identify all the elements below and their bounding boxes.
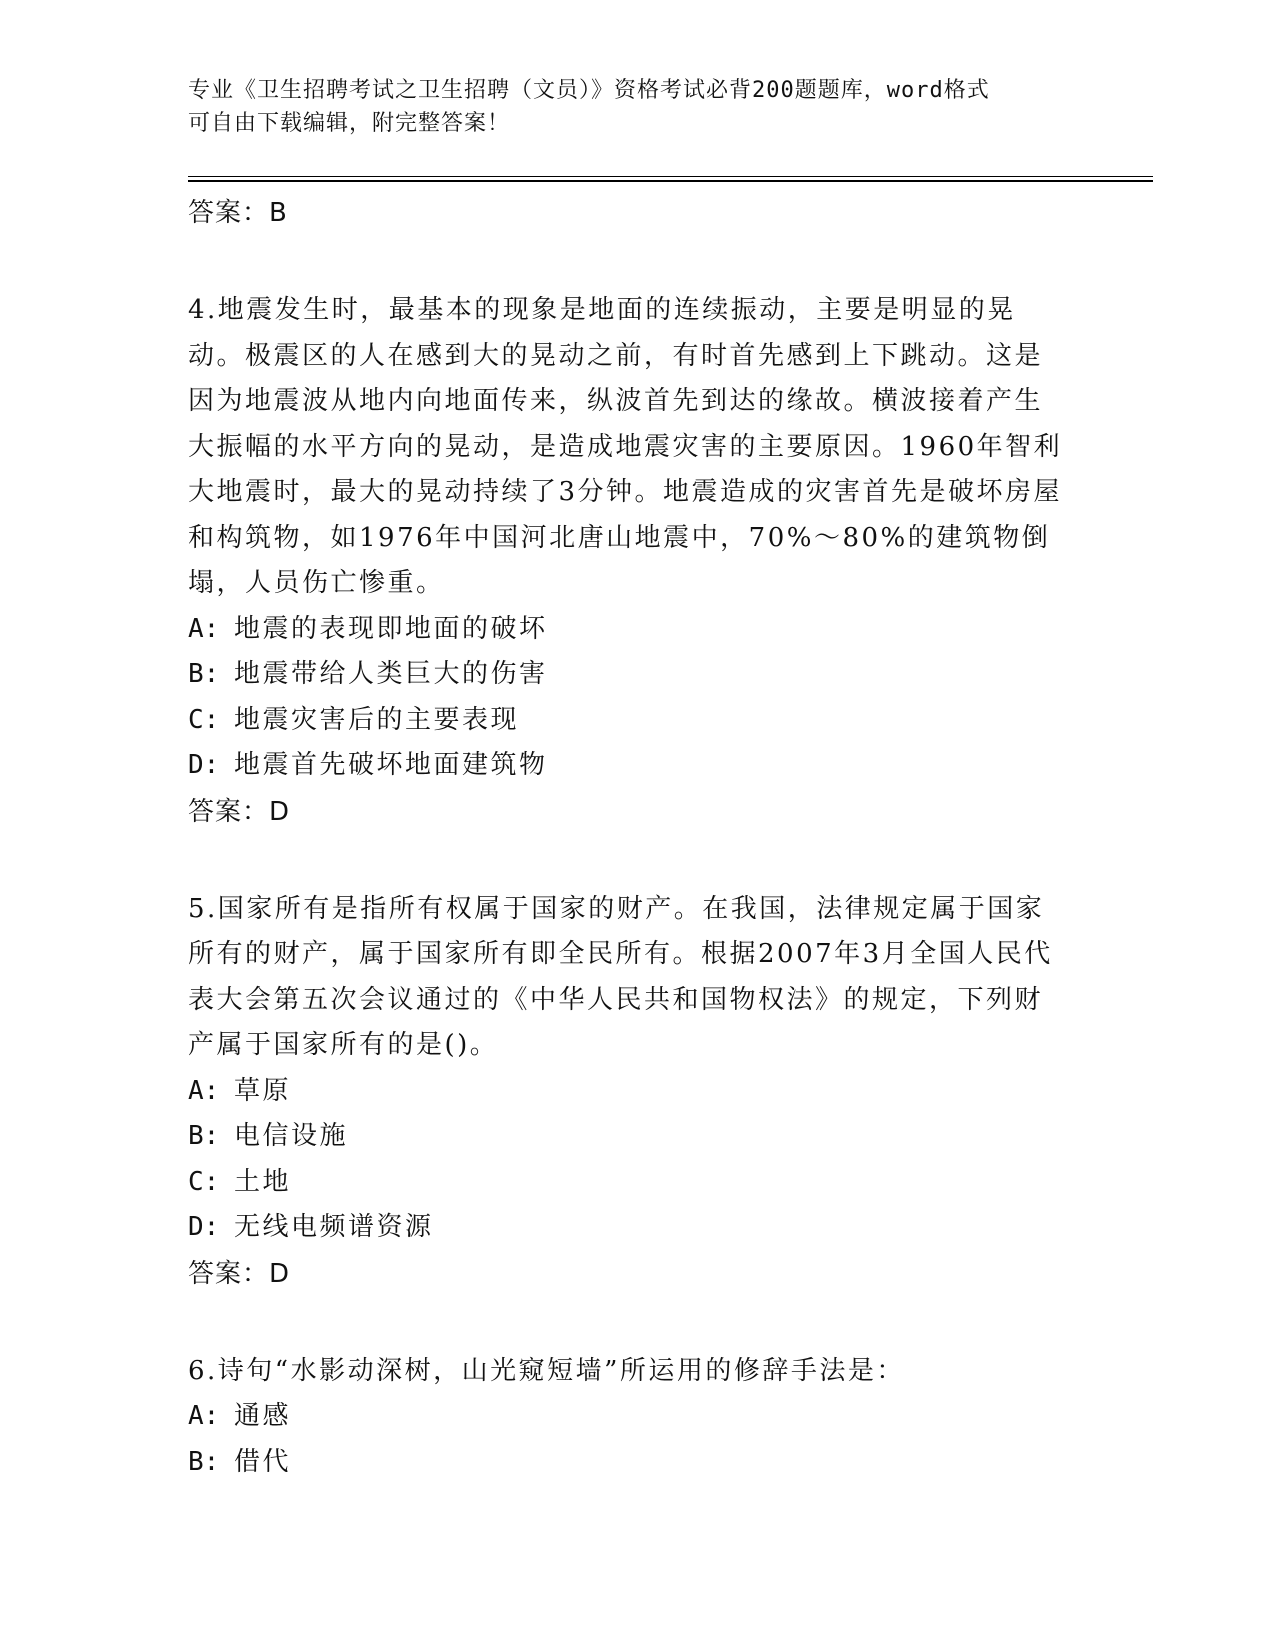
option-a [188, 1069, 1068, 1115]
option-text: 地震带给人类巨大的伤害 [234, 659, 548, 689]
question-text: 5.国家所有是指所有权属于国家的财产。在我国，法律规定属于国家所有的财产，属于国家所有即全民所有。根据2007年3月全国人民代表大会第五次会议通过的《中华人民共和国物权法》的规定，下列财产属于国家所有的是()。 [188, 893, 1053, 1060]
option-b [188, 1114, 1068, 1160]
option-text: 土地 [234, 1166, 292, 1197]
option-key: A: [188, 1075, 220, 1106]
option-c [188, 1160, 1068, 1206]
option-a [188, 1394, 1068, 1440]
header-line-1: 专业《卫生招聘考试之卫生招聘（文员）》资格考试必背200题题库，word格式 [188, 78, 990, 103]
option-text: 草原 [234, 1075, 292, 1106]
option-text: 地震灾害后的主要表现 [234, 704, 520, 735]
header-line-2: 可自由下载编辑，附完整答案！ [188, 111, 511, 136]
question-text: 6.诗句“水影动深树，山光窥短墙”所运用的修辞手法是： [188, 1355, 905, 1386]
question-4 [188, 288, 1068, 835]
option-key: D: [188, 750, 220, 780]
answer-line: 答案：B [188, 198, 288, 228]
option-text: 地震的表现即地面的破坏 [234, 613, 548, 644]
document-body [188, 190, 1068, 1485]
option-d [188, 743, 1068, 789]
option-key: C: [188, 704, 220, 735]
option-key: D: [188, 1212, 220, 1242]
document-header [188, 74, 1088, 140]
option-text: 地震首先破坏地面建筑物 [234, 750, 548, 780]
answer-line: 答案：D [188, 1258, 291, 1289]
question-text: 4.地震发生时，最基本的现象是地面的连续振动，主要是明显的晃动。极震区的人在感到大的晃动之前，有时首先感到上下跳动。这是因为地震波从地内向地面传来，纵波首先到达的缘故。横波接着产生大振幅的水平方向的晃动，是造成地震灾害的主要原因。1960年智利大地震时，最大的晃动持续了3分钟。地震造成的灾害首先是破坏房屋和构筑物，如1976年中国河北唐山地震中，70%～80%的建筑物倒塌，人员伤亡惨重。 [188, 295, 1063, 598]
answer-line: 答案：D [188, 796, 291, 827]
option-text: 借代 [234, 1446, 292, 1477]
option-key: A: [188, 1401, 220, 1431]
option-key: B: [188, 659, 220, 689]
option-b [188, 1440, 1068, 1486]
option-key: A: [188, 613, 220, 644]
question-6 [188, 1349, 1068, 1486]
option-key: C: [188, 1166, 220, 1197]
option-text: 无线电频谱资源 [234, 1212, 434, 1242]
option-key: B: [188, 1446, 220, 1477]
question-5 [188, 887, 1068, 1297]
option-text: 通感 [234, 1401, 292, 1431]
option-b [188, 652, 1068, 698]
option-d [188, 1205, 1068, 1251]
header-divider-thin [188, 176, 1153, 177]
option-text: 电信设施 [234, 1121, 349, 1151]
header-divider-thick [188, 180, 1153, 182]
option-a [188, 607, 1068, 653]
option-c [188, 698, 1068, 744]
option-key: B: [188, 1121, 220, 1151]
